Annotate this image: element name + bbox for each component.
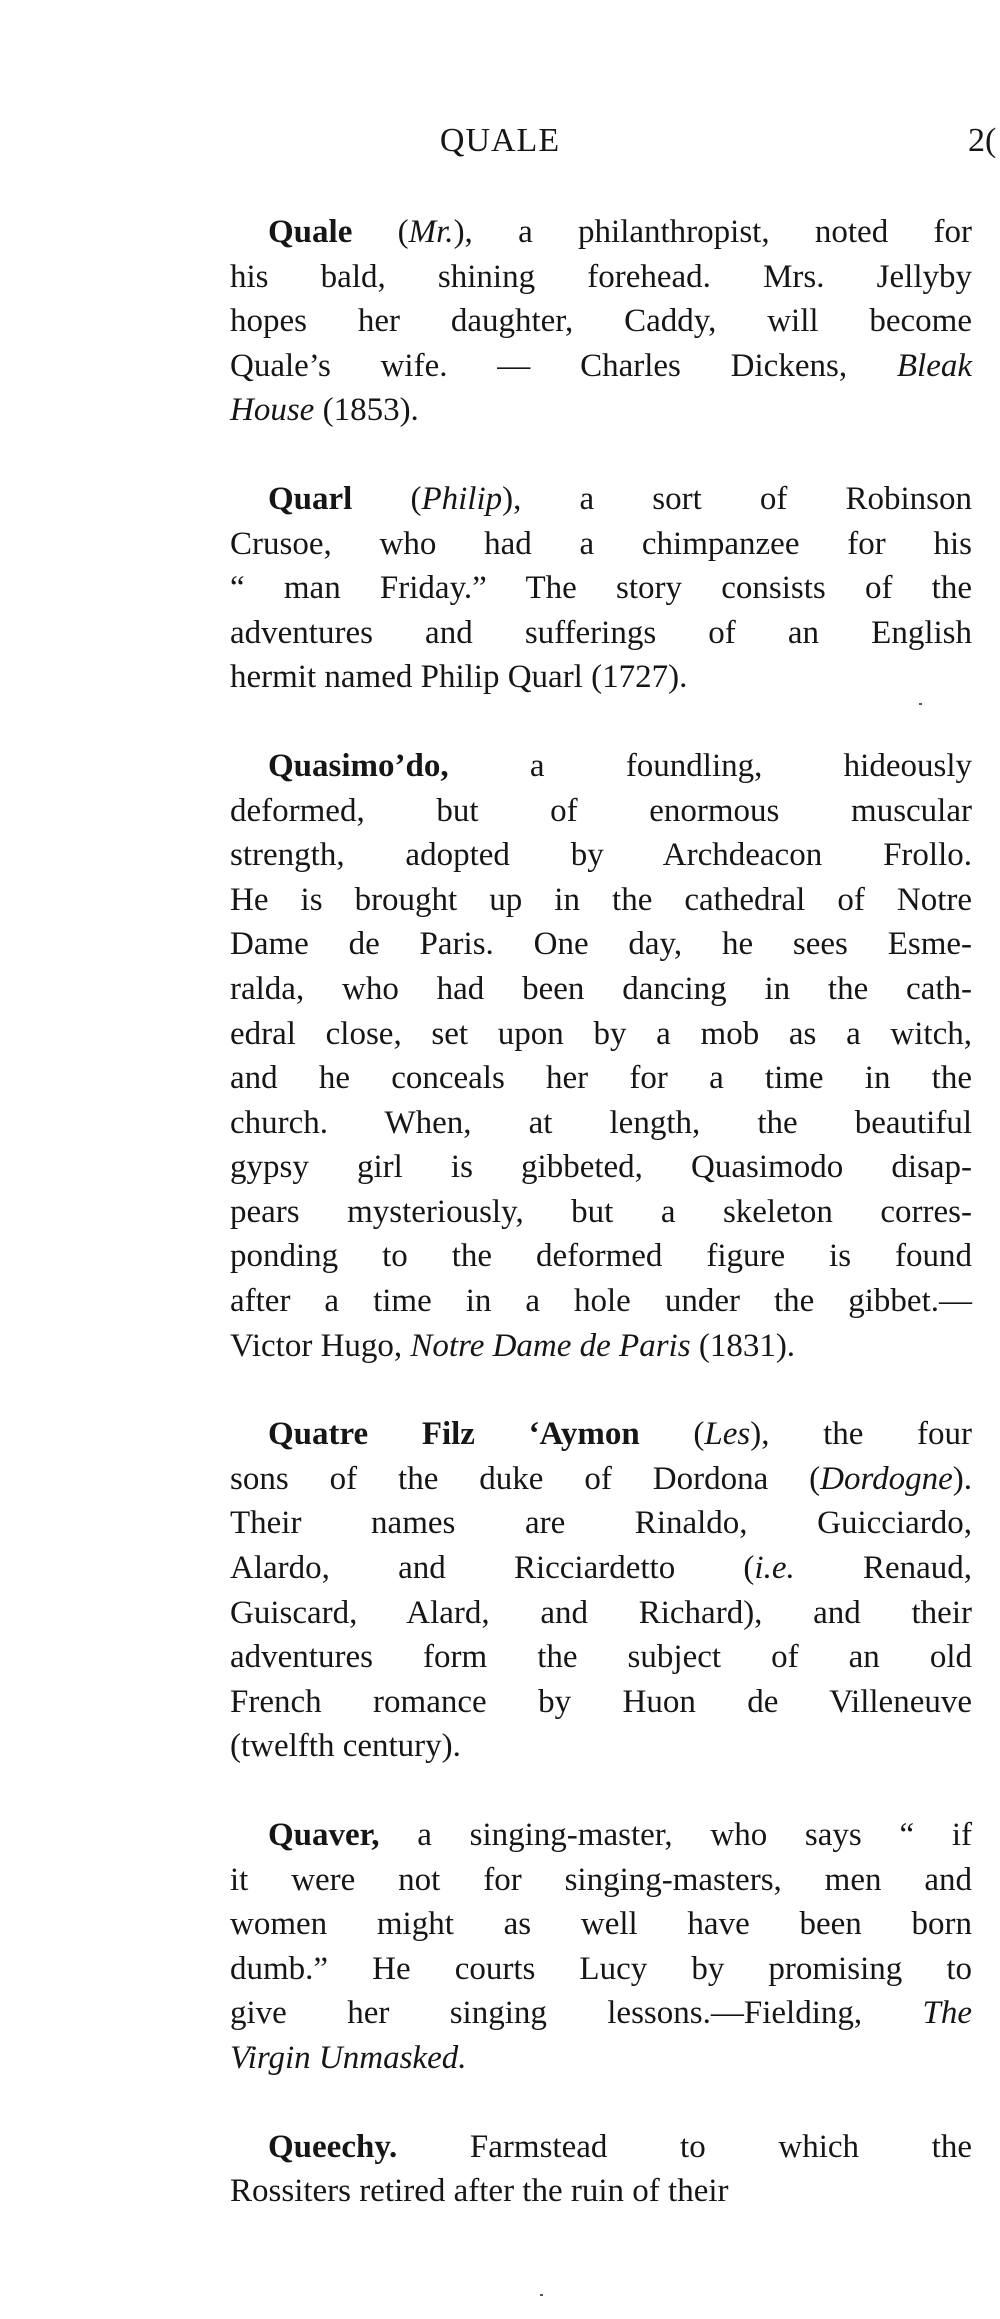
entry-line xyxy=(230,522,972,567)
entry-text: He is brought up in the cathedral of Notre xyxy=(230,881,972,918)
dictionary-entry xyxy=(230,1412,972,1769)
entry-text: a singing-master, who says “ if xyxy=(379,1817,972,1853)
entry-text: hermit named Philip Quarl (1727). xyxy=(230,659,688,696)
entry-text: his bald, shining forehead. Mrs. Jellyby xyxy=(230,258,972,295)
italic-text: Virgin Unmasked. xyxy=(230,2039,467,2076)
entry-line xyxy=(230,967,972,1012)
italic-text: i.e. xyxy=(754,1550,795,1587)
entry-first-line xyxy=(230,1813,972,1858)
running-head xyxy=(0,122,1000,172)
entry-text: strength, adopted by Archdeacon Frollo. xyxy=(230,837,972,874)
entry-line xyxy=(230,1457,972,1502)
entry-line xyxy=(230,566,972,611)
entry-text: deformed, but of enormous muscular xyxy=(230,792,972,829)
italic-text: Notre Dame de Paris xyxy=(410,1327,691,1364)
entry-text: French romance by Huon de Villeneuve xyxy=(230,1683,972,1720)
entry-line xyxy=(230,1902,972,1947)
entry-headword: Quarl xyxy=(268,480,353,517)
entry-line xyxy=(230,922,972,967)
entry-text: Crusoe, who had a chimpanzee for his xyxy=(230,525,972,562)
entry-headword: Queechy. xyxy=(268,2128,398,2165)
entry-line xyxy=(230,1012,972,1057)
entry-text: ), a philanthropist, noted for xyxy=(453,214,972,250)
entry-text: dumb.” He courts Lucy by promising to xyxy=(230,1950,972,1987)
entry-line xyxy=(230,833,972,878)
entry-text: and he conceals her for a time in the xyxy=(230,1060,972,1097)
entry-text: ponding to the deformed figure is found xyxy=(230,1238,972,1275)
entry-headword: Quatre Filz ‘Aymon xyxy=(268,1416,640,1453)
entry-text: after a time in a hole under the gibbet.— xyxy=(230,1283,972,1320)
entry-line xyxy=(230,1947,972,1992)
entry-headword: Quasimo’do, xyxy=(268,747,449,784)
entry-line xyxy=(230,1680,972,1725)
entry-line xyxy=(230,344,972,389)
entry-text: Farmstead to which the xyxy=(397,2128,972,2165)
entry-text: Quale’s wife. — Charles Dickens, xyxy=(230,347,897,384)
italic-text: Dordogne xyxy=(820,1460,953,1497)
entry-line xyxy=(230,1635,972,1680)
entry-line xyxy=(230,2169,972,2214)
entry-line xyxy=(230,1501,972,1546)
entry-first-line xyxy=(230,2125,972,2170)
entry-line xyxy=(230,1190,972,1235)
entry-text: Dame de Paris. One day, he sees Esme- xyxy=(230,926,972,963)
dictionary-entry xyxy=(230,1813,972,2081)
entry-line xyxy=(230,1279,972,1324)
entry-line xyxy=(230,388,972,433)
dictionary-entries xyxy=(230,210,972,2258)
entry-text: pears mysteriously, but a skeleton corres- xyxy=(230,1193,972,1230)
dictionary-entry xyxy=(230,477,972,700)
entry-line xyxy=(230,1145,972,1190)
italic-text: Philip xyxy=(421,480,503,517)
entry-text: (1853). xyxy=(314,392,419,429)
entry-text: adventures form the subject of an old xyxy=(230,1639,972,1676)
entry-line xyxy=(230,1056,972,1101)
dictionary-entry xyxy=(230,210,972,433)
entry-line xyxy=(230,1858,972,1903)
entry-text: sons of the duke of Dordona ( xyxy=(230,1460,821,1497)
entry-text: ( xyxy=(639,1416,705,1453)
entry-text: ( xyxy=(352,214,409,250)
entry-text: (1831). xyxy=(690,1327,796,1364)
entry-text: Alardo, and Ricciardetto ( xyxy=(230,1550,755,1587)
entry-headword: Quale xyxy=(268,214,353,250)
italic-text: Les xyxy=(704,1416,751,1453)
entry-text: Victor Hugo, xyxy=(230,1327,411,1364)
entry-line xyxy=(230,1234,972,1279)
entry-text: “ man Friday.” The story consists of the xyxy=(230,570,972,607)
entry-line xyxy=(230,789,972,834)
entry-text: church. When, at length, the beautiful xyxy=(230,1104,972,1141)
italic-text: Bleak xyxy=(896,347,972,384)
entry-text: edral close, set upon by a mob as a witch, xyxy=(230,1015,972,1052)
entry-text: Guiscard, Alard, and Richard), and their xyxy=(230,1594,972,1631)
entry-text: ). xyxy=(952,1460,972,1497)
entry-headword: Quaver, xyxy=(268,1817,380,1853)
entry-text: Rossiters retired after the ruin of their xyxy=(230,2173,729,2210)
entry-text: ), the four xyxy=(750,1416,972,1453)
entry-text: it were not for singing-masters, men and xyxy=(230,1861,972,1898)
entry-line xyxy=(230,2036,972,2081)
entry-line xyxy=(230,611,972,656)
entry-line xyxy=(230,255,972,300)
dictionary-entry xyxy=(230,744,972,1368)
running-head-title: QUALE xyxy=(439,122,561,159)
entry-line xyxy=(230,1591,972,1636)
entry-text: give her singing lessons.—Fielding, xyxy=(230,1995,923,2032)
entry-first-line xyxy=(230,210,972,255)
italic-text: House xyxy=(230,392,315,429)
page-number: 2( xyxy=(968,122,997,159)
entry-text: ralda, who had been dancing in the cath- xyxy=(230,970,972,1007)
italic-text: The xyxy=(922,1995,972,2032)
italic-text: Mr. xyxy=(408,214,454,250)
entry-text: (twelfth century). xyxy=(230,1728,461,1765)
entry-first-line xyxy=(230,744,972,789)
entry-first-line xyxy=(230,477,972,522)
entry-text: ), a sort of Robinson xyxy=(502,480,972,517)
entry-line xyxy=(230,1546,972,1591)
dictionary-entry xyxy=(230,2125,972,2214)
entry-text: gypsy girl is gibbeted, Quasimodo disap- xyxy=(230,1149,972,1186)
entry-line xyxy=(230,1324,972,1369)
entry-text: ( xyxy=(352,480,422,517)
entry-text: Renaud, xyxy=(794,1550,972,1587)
entry-line xyxy=(230,299,972,344)
entry-text: hopes her daughter, Caddy, will become xyxy=(230,303,972,340)
entry-line xyxy=(230,1724,972,1769)
entry-line xyxy=(230,655,972,700)
print-speck xyxy=(540,2294,543,2296)
print-speck xyxy=(919,703,922,705)
entry-line xyxy=(230,1991,972,2036)
entry-line xyxy=(230,1101,972,1146)
entry-text: adventures and sufferings of an English xyxy=(230,614,972,651)
entry-text: women might as well have been born xyxy=(230,1906,972,1943)
entry-text: a foundling, hideously xyxy=(448,747,972,784)
entry-text: Their names are Rinaldo, Guicciardo, xyxy=(230,1505,972,1542)
entry-first-line xyxy=(230,1412,972,1457)
entry-line xyxy=(230,878,972,923)
